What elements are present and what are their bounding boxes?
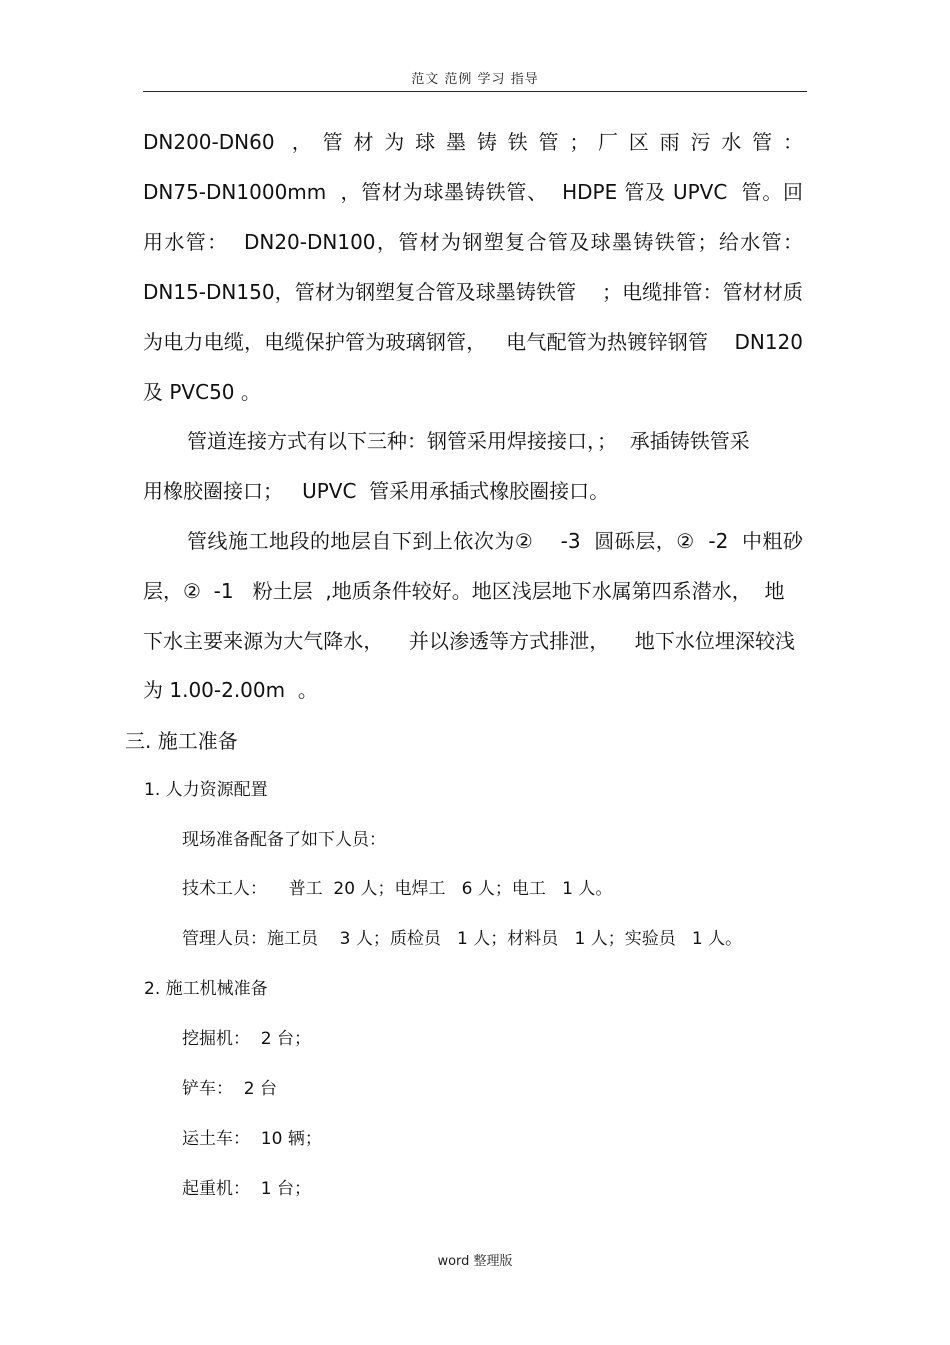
list-item: 挖掘机： 2 台；	[182, 1029, 312, 1049]
list-item: 现场准备配备了如下人员：	[182, 830, 386, 850]
body-line: 为 1.00-2.00m 。	[143, 678, 318, 702]
body-line: 用橡胶圈接口； UPVC 管采用承插式橡胶圈接口。	[143, 479, 610, 503]
body-line: 用水管： DN20-DN100，管材为钢塑复合管及球墨铸铁管；给水管：	[143, 230, 803, 254]
page-footer: word 整理版	[437, 1254, 513, 1269]
subsection-heading: 1. 人力资源配置	[144, 780, 268, 800]
list-item: 运土车： 10 辆；	[182, 1129, 322, 1149]
header-divider	[143, 91, 807, 92]
list-item: 管理人员：施工员 3 人；质检员 1 人；材料员 1 人；实验员 1 人。	[182, 929, 743, 949]
body-line: DN15-DN150，管材为钢塑复合管及球墨铸铁管 ；电缆排管：管材材质	[143, 280, 803, 304]
subsection-heading: 2. 施工机械准备	[144, 979, 268, 999]
body-line: 管道连接方式有以下三种：钢管采用焊接接口，； 承插铸铁管采	[187, 429, 750, 453]
body-line: 管线施工地段的地层自下到上依次为② -3 圆砾层，② -2 中粗砂	[187, 529, 803, 553]
list-item: 技术工人： 普工 20 人；电焊工 6 人；电工 1 人。	[182, 879, 613, 899]
section-heading: 三. 施工准备	[125, 729, 238, 753]
body-line: 为电力电缆，电缆保护管为玻璃钢管， 电气配管为热镀锌钢管 DN120	[143, 330, 803, 354]
body-line: DN200-DN60 ， 管 材 为 球 墨 铸 铁 管 ； 厂 区 雨 污 水 管 ：	[143, 130, 803, 154]
body-line: 层，② -1 粉土层 ,地质条件较好。地区浅层地下水属第四系潜水， 地	[143, 579, 785, 603]
body-line: 下水主要来源为大气降水， 并以渗透等方式排泄， 地下水位埋深较浅	[143, 629, 795, 653]
page-header: 范文 范例 学习 指导	[411, 72, 539, 87]
list-item: 起重机： 1 台；	[182, 1179, 312, 1199]
body-line: 及 PVC50 。	[143, 380, 261, 404]
list-item: 铲车： 2 台	[182, 1079, 278, 1099]
body-line: DN75-DN1000mm ，管材为球墨铸铁管、 HDPE 管及 UPVC 管。回	[143, 180, 803, 204]
